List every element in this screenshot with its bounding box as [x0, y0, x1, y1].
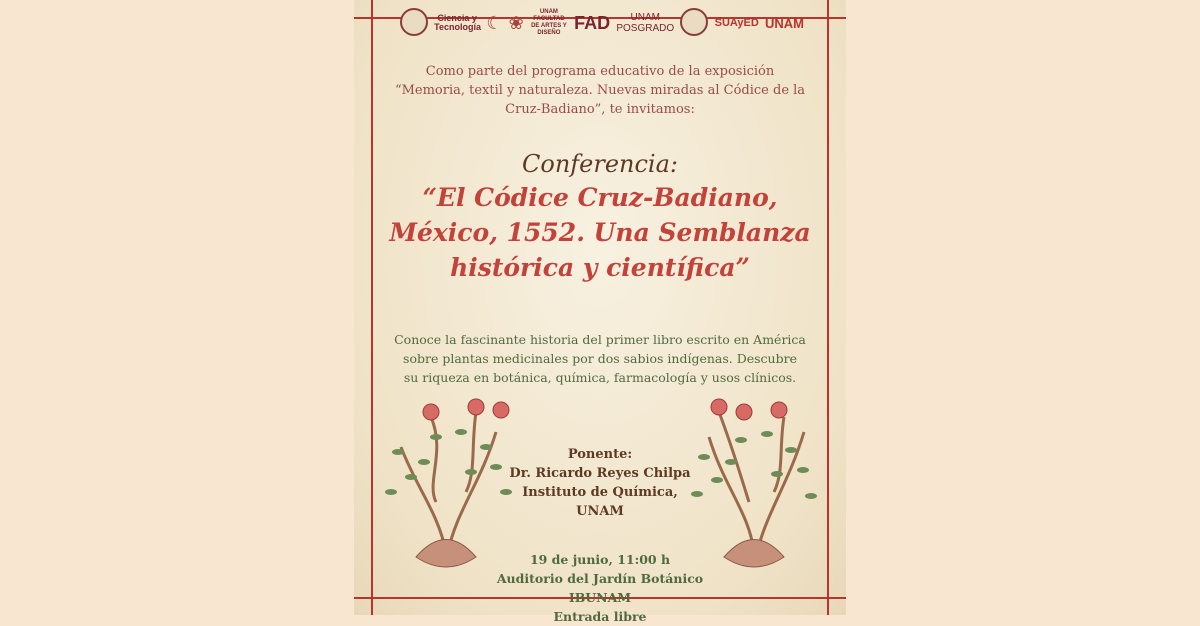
conference-label: Conferencia: — [522, 150, 678, 178]
description-text: Conoce la fascinante historia del primer libro escrito en América sobre plantas medicinales por dos sabios indígenas. Descubre su riqueza en botánica, química, farmacología y usos clínicos. — [394, 332, 806, 385]
speaker-block — [504, 445, 696, 521]
jardin-botanico-logo: ❀ — [508, 12, 524, 33]
unam-logo: UNAM — [765, 15, 804, 31]
conference-title: “El Códice Cruz-Badiano, México, 1552. Una Semblanza histórica y científica” — [389, 183, 811, 282]
posgrado-logo: UNAM POSGRADO — [616, 12, 675, 34]
frame-line-left — [371, 0, 373, 615]
event-place: Auditorio del Jardín Botánico IBUNAM — [496, 571, 704, 605]
fad-mark-icon: FAD — [574, 13, 611, 33]
speaker-name: Dr. Ricardo Reyes Chilpa — [509, 466, 691, 481]
event-details — [464, 550, 736, 626]
unam-seal-icon — [400, 8, 428, 38]
event-entry: Entrada libre — [553, 609, 647, 624]
event-poster — [354, 0, 846, 624]
intro-text: Como parte del programa educativo de la exposición “Memoria, textil y naturaleza. Nuevas miradas al Códice de la Cruz-Badiano”, te invitamos: — [394, 64, 806, 117]
crescent-logo: ☾ — [486, 12, 503, 33]
ciencia-tecnologia-logo: Ciencia y Tecnología — [434, 13, 482, 32]
event-datetime: 19 de junio, 11:00 h — [529, 552, 671, 567]
unam-seal-icon — [680, 8, 708, 38]
speaker-affiliation: Instituto de Química, UNAM — [522, 485, 678, 519]
fad-logo: UNAM FACULTAD DE ARTES Y DISEÑO — [531, 9, 567, 36]
logo-bar — [400, 6, 804, 40]
sua-logo: SUAyED — [714, 16, 759, 29]
speaker-label: Ponente: — [567, 447, 633, 462]
